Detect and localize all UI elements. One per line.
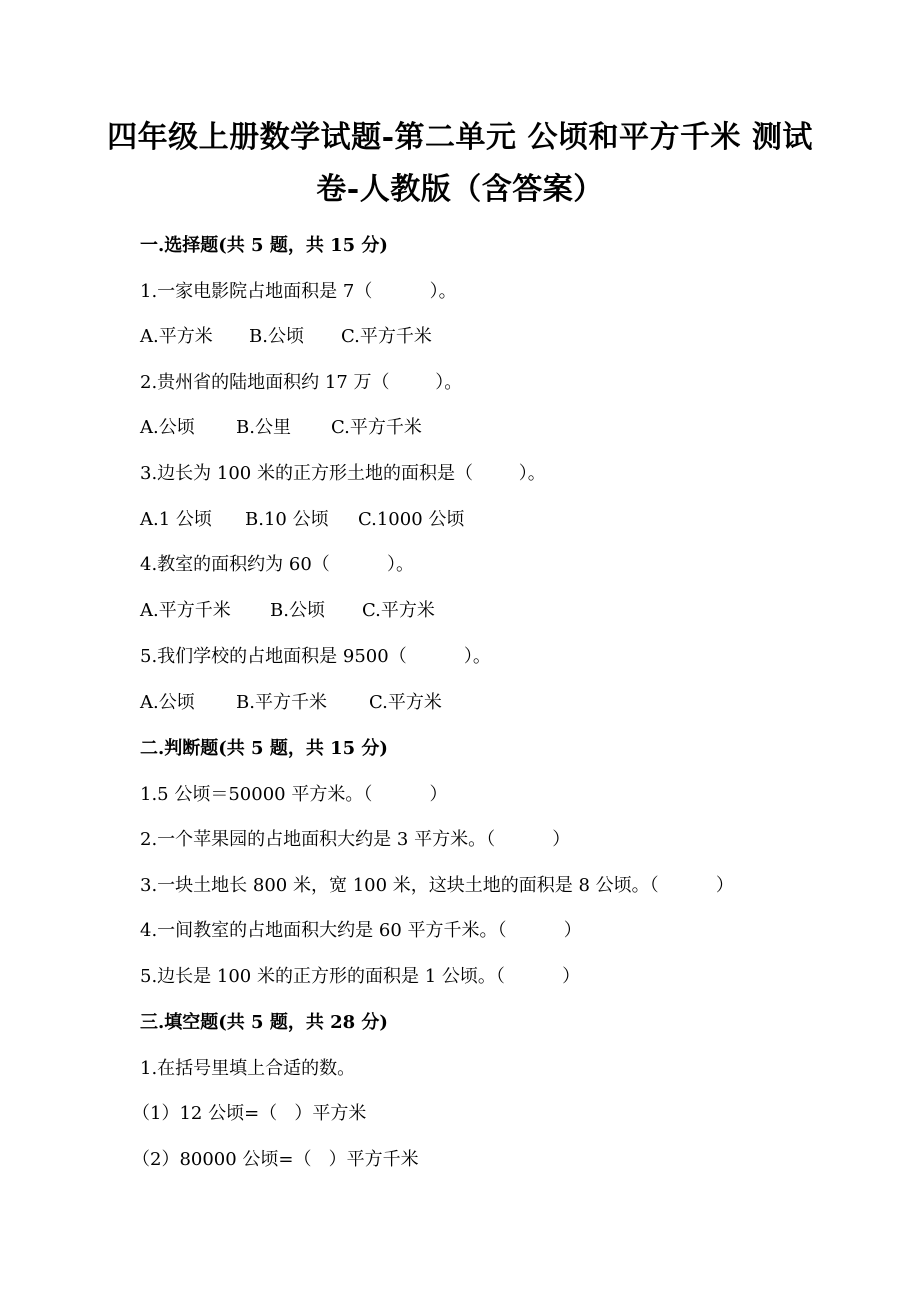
fill-in-question-1: 1.在括号里填上合适的数。 <box>140 1058 356 1079</box>
choice-question-3: 3.边长为 100 米的正方形土地的面积是（ ）。 <box>140 463 546 484</box>
choice-option-2c: C.平方千米 <box>331 417 422 438</box>
judgment-question-3: 3.一块土地长 800 米，宽 100 米，这块土地的面积是 8 公顷。（ ） <box>140 875 734 896</box>
choice-option-5c: C.平方米 <box>369 692 442 713</box>
choice-option-3b: B.10 公顷 <box>245 509 329 530</box>
judgment-question-4: 4.一间教室的占地面积大约是 60 平方千米。（ ） <box>140 920 582 941</box>
choice-question-4: 4.教室的面积约为 60（ ）。 <box>140 554 415 575</box>
judgment-question-2: 2.一个苹果园的占地面积大约是 3 平方米。（ ） <box>140 829 571 850</box>
choice-option-4c: C.平方米 <box>362 600 435 621</box>
choice-question-2: 2.贵州省的陆地面积约 17 万（ ）。 <box>140 372 463 393</box>
page-title-line-1: 四年级上册数学试题-第二单元 公顷和平方千米 测试 <box>107 120 813 155</box>
section-heading-judgment: 二.判断题(共 5 题，共 15 分) <box>140 738 388 759</box>
fill-in-subquestion-1: （1）12 公顷=（ ）平方米 <box>132 1103 367 1124</box>
choice-option-2b: B.公里 <box>236 417 291 438</box>
choice-option-1b: B.公顷 <box>249 326 304 347</box>
choice-option-3c: C.1000 公顷 <box>358 509 465 530</box>
section-heading-choice: 一.选择题(共 5 题，共 15 分) <box>140 235 388 256</box>
section-heading-fill-in: 三.填空题(共 5 题，共 28 分) <box>140 1012 388 1033</box>
fill-in-subquestion-2: （2）80000 公顷=（ ）平方千米 <box>132 1149 419 1170</box>
choice-question-5: 5.我们学校的占地面积是 9500（ ）。 <box>140 646 491 667</box>
choice-option-5a: A.公顷 <box>140 692 195 713</box>
judgment-question-1: 1.5 公顷＝50000 平方米。（ ） <box>140 784 448 805</box>
choice-option-1a: A.平方米 <box>140 326 213 347</box>
judgment-question-5: 5.边长是 100 米的正方形的面积是 1 公顷。（ ） <box>140 966 581 987</box>
choice-option-4a: A.平方千米 <box>140 600 231 621</box>
choice-option-3a: A.1 公顷 <box>140 509 212 530</box>
choice-option-2a: A.公顷 <box>140 417 195 438</box>
choice-option-1c: C.平方千米 <box>341 326 432 347</box>
choice-option-5b: B.平方千米 <box>236 692 327 713</box>
page-title-line-2: 卷-人教版（含答案） <box>316 172 604 207</box>
choice-question-1: 1.一家电影院占地面积是 7（ ）。 <box>140 281 457 302</box>
choice-option-4b: B.公顷 <box>270 600 325 621</box>
